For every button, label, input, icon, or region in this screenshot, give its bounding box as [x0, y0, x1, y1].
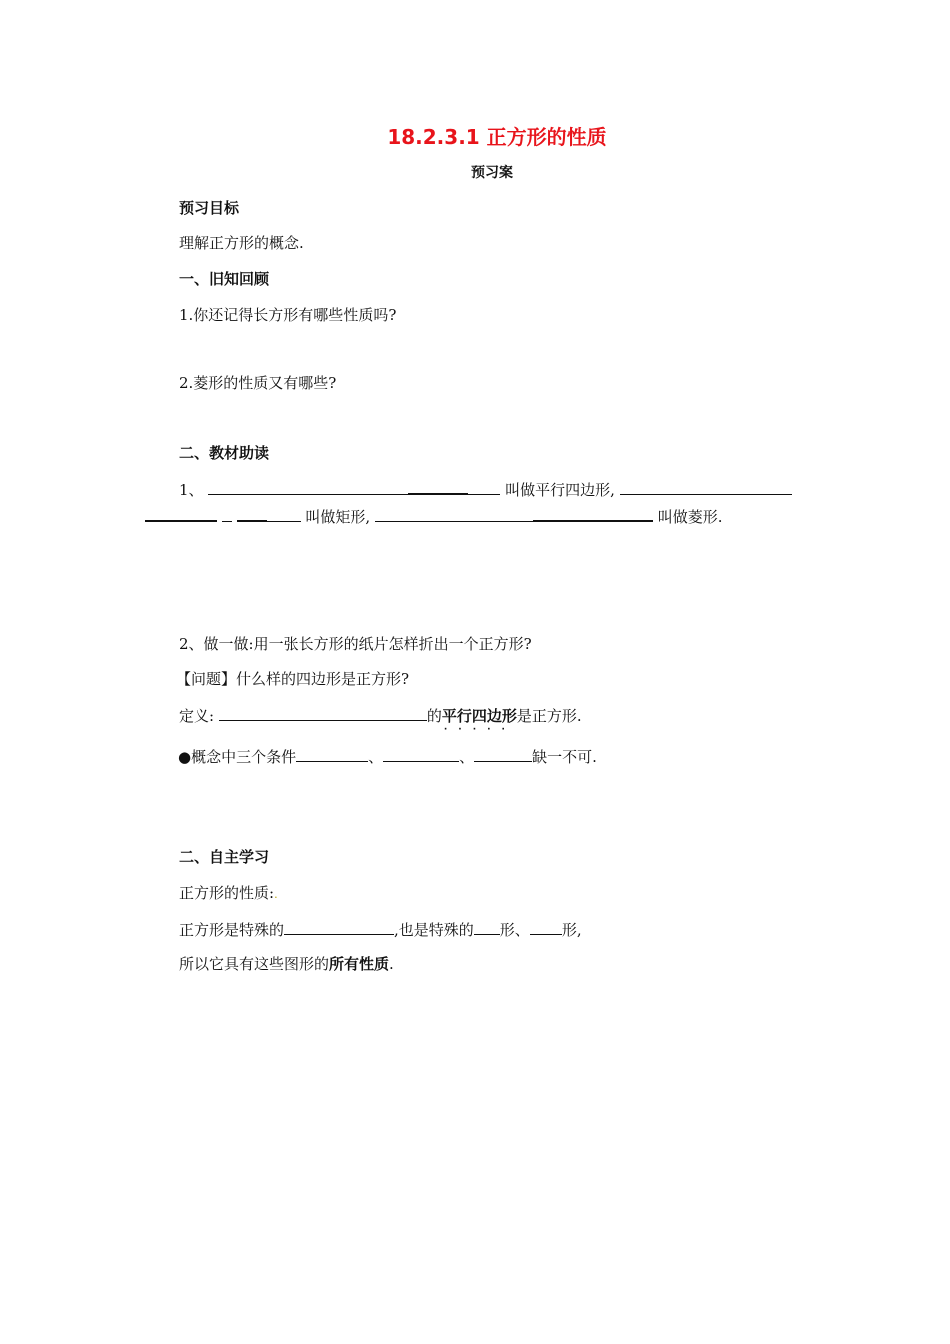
blank-rectangle-a[interactable] [620, 478, 792, 495]
reading-item-1-line-1 [179, 477, 792, 500]
properties-label: 正方形的性质:. [179, 884, 278, 902]
bullet-icon: ● [178, 748, 192, 766]
separator-2: 、 [459, 748, 475, 766]
review-heading: 一、旧知回顾 [179, 270, 270, 288]
concept-line [178, 745, 597, 767]
blank-parallelogram-b[interactable] [408, 477, 468, 495]
goal-text: 理解正方形的概念. [179, 234, 304, 252]
concept-prefix: 概念中三个条件 [191, 748, 297, 766]
self-study-line-2 [179, 954, 394, 974]
shape-blank-1[interactable] [474, 918, 500, 935]
separator-1: 、 [368, 748, 384, 766]
special-blank[interactable] [284, 918, 394, 935]
shape-label-1: 形、 [499, 921, 530, 939]
shape-label-2: 形, [561, 921, 582, 939]
special-mid: ,也是特殊的 [394, 921, 474, 939]
definition-blank[interactable] [219, 704, 427, 721]
condition-blank-3[interactable] [474, 745, 532, 762]
blank-rectangle-c[interactable] [222, 505, 232, 522]
definition-line [179, 704, 582, 735]
blank-parallelogram-c[interactable] [468, 478, 500, 495]
reading-question: 【问题】什么样的四边形是正方形? [176, 670, 410, 688]
blank-rectangle-d[interactable] [237, 504, 267, 522]
blank-rectangle-e[interactable] [267, 505, 301, 522]
reading-item-1-line-2 [145, 504, 722, 527]
all-properties-suffix: . [389, 955, 394, 973]
definition-emphasis: 平行四边形 ····· [441, 707, 517, 735]
document-subtitle: 预习案 [471, 165, 513, 181]
rectangle-label: 叫做矩形, [305, 508, 371, 526]
review-question-2: 2.菱形的性质又有哪些? [179, 374, 337, 392]
rhombus-label: 叫做菱形. [657, 508, 723, 526]
concept-suffix: 缺一不可. [532, 748, 597, 766]
reading-heading: 二、教材助读 [179, 444, 270, 462]
special-prefix: 正方形是特殊的 [179, 921, 285, 939]
all-properties-emphasis: 所有性质 [329, 955, 390, 973]
condition-blank-2[interactable] [383, 745, 459, 762]
document-title: 18.2.3.1 正方形的性质 [387, 125, 607, 149]
definition-mid: 的 [426, 707, 442, 725]
blank-rectangle-b[interactable] [145, 504, 217, 522]
goal-heading: 预习目标 [179, 199, 240, 217]
definition-prefix: 定义: [179, 707, 215, 725]
reading-item-1-number: 1、 [179, 481, 204, 499]
self-study-line-1 [179, 918, 582, 940]
shape-blank-2[interactable] [530, 918, 562, 935]
condition-blank-1[interactable] [296, 745, 368, 762]
reading-item-2: 2、做一做:用一张长方形的纸片怎样折出一个正方形? [179, 635, 532, 653]
review-question-1: 1.你还记得长方形有哪些性质吗? [179, 306, 397, 324]
definition-suffix: 是正方形. [516, 707, 582, 725]
all-properties-prefix: 所以它具有这些图形的 [179, 955, 330, 973]
parallelogram-label: 叫做平行四边形, [505, 481, 615, 499]
blank-rhombus-a[interactable] [375, 505, 533, 522]
self-study-heading: 二、自主学习 [179, 848, 270, 866]
blank-rhombus-b[interactable] [533, 504, 653, 522]
blank-parallelogram-a[interactable] [208, 478, 408, 495]
mark-icon: . [274, 888, 278, 901]
